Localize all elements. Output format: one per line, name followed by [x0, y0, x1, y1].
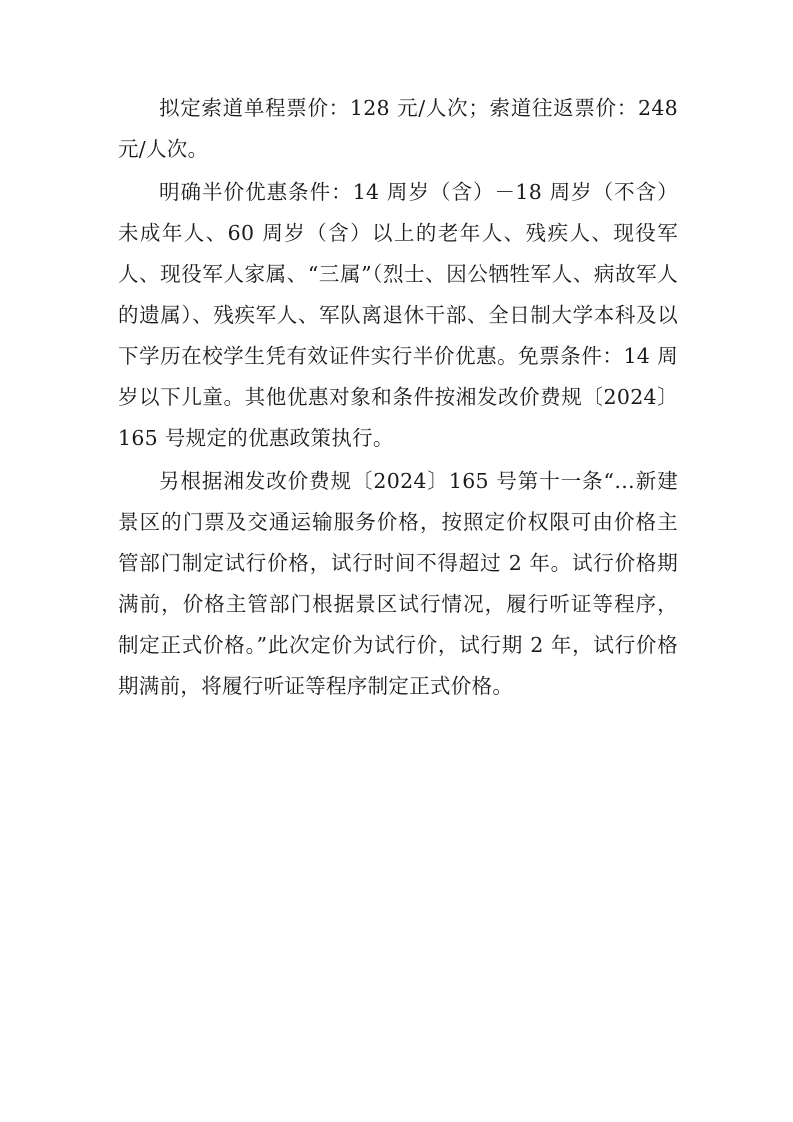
paragraph-trial-price-basis: 另根据湘发改价费规〔2024〕165 号第十一条“…新建景区的门票及交通运输服务价格，按照定价权限可由价格主管部门制定试行价格，试行时间不得超过 2 年。试行价格期满前，价格主管部门根据景区试行情况，履行听证等程序，制定正式价格。”此次定价为试行价，试行期 2 年，试行价格期满前，将履行听证等程序制定正式价格。	[118, 469, 678, 698]
paragraph-ticket-price: 拟定索道单程票价：128 元/人次；索道往返票价：248 元/人次。	[118, 96, 678, 161]
document-body	[118, 88, 678, 709]
paragraph-discount-conditions: 明确半价优惠条件：14 周岁（含）－18 周岁（不含）未成年人、60 周岁（含）以上的老年人、残疾人、现役军人、现役军人家属、“三属”（烈士、因公牺牲军人、病故军人的遗属）、残疾军人、军队离退休干部、全日制大学本科及以下学历在校学生凭有效证件实行半价优惠。免票条件：14 周岁以下儿童。其他优惠对象和条件按湘发改价费规〔2024〕165 号规定的优惠政策执行。	[118, 180, 678, 450]
